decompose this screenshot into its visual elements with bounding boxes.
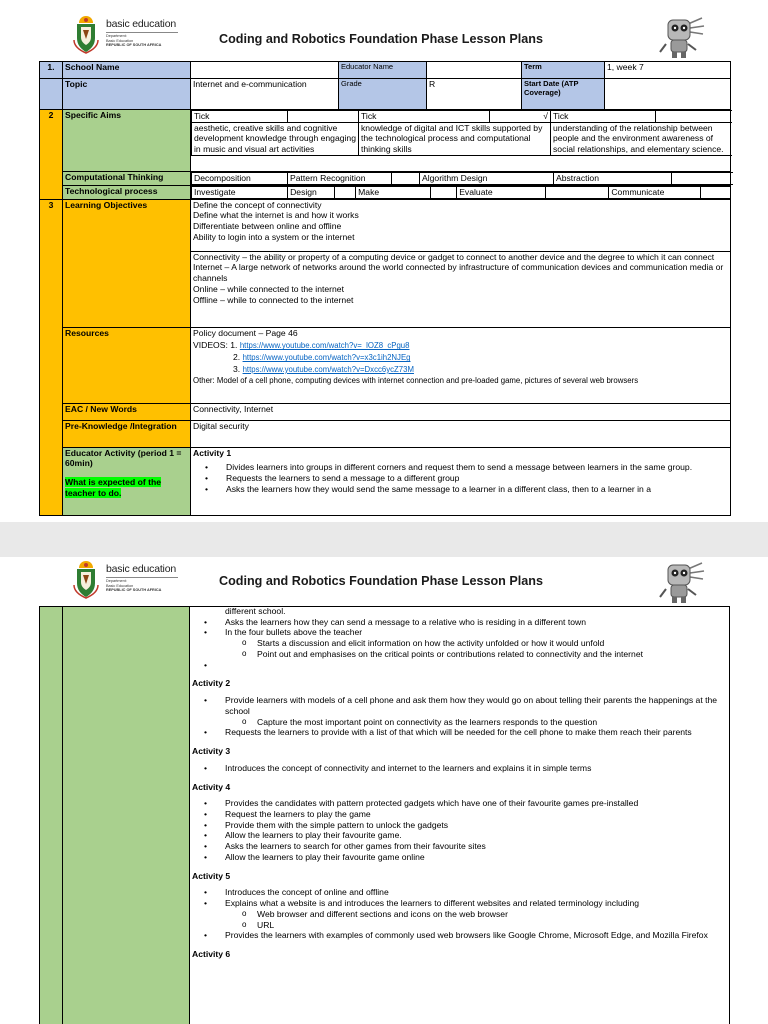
activity-3-list	[192, 763, 727, 774]
activity-2-list	[192, 695, 727, 716]
list-item: • Introduces the concept of online and offline	[192, 887, 727, 898]
specific-aims-grid	[191, 110, 732, 156]
tp-communicate: Communicate	[609, 187, 701, 199]
pre-knowledge-value: Digital security	[191, 420, 731, 447]
label-column	[62, 606, 190, 1024]
specific-aims-label: Specific Aims	[63, 110, 191, 172]
start-date-label: Start Date (ATP Coverage)	[522, 79, 605, 110]
activity-5-sublist	[192, 909, 727, 930]
technological-process-label: Technological process	[63, 186, 191, 200]
resources-cell	[191, 327, 731, 403]
term-value: 1, week 7	[605, 62, 731, 79]
tp-blank-1	[335, 187, 356, 199]
technological-process-grid	[191, 186, 730, 199]
activity-1-empty-bullet	[192, 660, 727, 671]
activity-5-list-b	[192, 930, 727, 941]
video-link-1[interactable]: https://www.youtube.com/watch?v=_lOZ8_cPgu8	[239, 341, 410, 351]
activity-4-title: Activity 4	[192, 781, 231, 792]
grade-label: Grade	[339, 79, 427, 110]
ct-blank-1	[392, 173, 420, 185]
term-label: Term	[522, 62, 605, 79]
row-number-3: 3	[40, 199, 63, 515]
video-link-row-2	[193, 352, 728, 363]
technological-process-cell	[191, 186, 731, 200]
list-item: • Introduces the concept of connectivity and internet to the learners and explains it in simple terms	[192, 763, 727, 774]
objective-item: Define the concept of connectivity	[193, 199, 322, 210]
logo-sub-department: Department:	[106, 34, 127, 38]
document-title: Coding and Robotics Foundation Phase Lesson Plans	[219, 574, 543, 588]
resources-label: Resources	[63, 327, 191, 403]
aim1-tick-box	[288, 111, 359, 123]
activity-6-title: Activity 6	[192, 949, 231, 960]
tp-design: Design	[288, 187, 335, 199]
ct-abstraction: Abstraction	[554, 173, 672, 185]
other-resources: Other: Model of a cell phone, computing devices with internet connection and pre-loaded game, pictures of several web browsers	[193, 375, 639, 385]
grade-value: R	[427, 79, 522, 110]
tp-investigate: Investigate	[192, 187, 288, 199]
logo-sub-republic: REPUBLIC OF SOUTH AFRICA	[106, 588, 162, 592]
list-item: • Provide them with the simple pattern to unlock the gadgets	[192, 820, 727, 831]
basic-education-logo	[72, 14, 184, 58]
list-item	[192, 660, 727, 671]
activity-1-sublist	[192, 638, 727, 659]
robot-icon	[658, 14, 708, 60]
specific-aims-cell	[191, 110, 731, 172]
coat-of-arms-icon	[72, 559, 100, 599]
logo-text: basic education	[106, 18, 176, 30]
list-item: • Requests the learners to send a message to a different group	[193, 473, 728, 484]
row-number-column	[39, 606, 63, 1024]
learning-objectives-label: Learning Objectives	[63, 199, 191, 327]
logo-subtext	[106, 34, 161, 48]
list-item: • Divides learners into groups in different corners and request them to send a message between learners in the same group.	[193, 462, 728, 473]
definition-item: Connectivity – the ability or property of a computing device or gadget to connect to another device and the degree to which it can connect	[193, 251, 715, 262]
activity-2-list-b	[192, 727, 727, 738]
video-link-3[interactable]: https://www.youtube.com/watch?v=Dxcc6ycZ73M	[242, 364, 414, 374]
activity-1-list-cont	[192, 617, 727, 638]
basic-education-logo	[72, 559, 184, 603]
definition-item: Internet – A large network of networks around the world connected by infrastructure of communication devices and communication media or channels	[193, 262, 724, 284]
tp-blank-4	[701, 187, 730, 199]
logo-divider	[106, 32, 178, 33]
list-item: • Allow the learners to play their favourite game online	[192, 852, 727, 863]
list-item: • Asks the learners to search for other games from their favourite sites	[192, 841, 727, 852]
logo-sub-basic-education: Basic Education	[106, 583, 134, 588]
activity-2-title: Activity 2	[192, 678, 231, 689]
learning-objectives-list	[191, 199, 731, 251]
video-link-2[interactable]: https://www.youtube.com/watch?v=x3c1ih2NJEg	[242, 353, 411, 363]
list-item: • Asks the learners how they would send the same message to a learner in a different class, then to a learner in a	[193, 484, 728, 495]
activity-5-list	[192, 887, 727, 908]
aim3-text: understanding of the relationship between people and the environment awareness of social relationships, and elementary science.	[551, 122, 732, 155]
sub-list-item: o Web browser and different sections and icons on the web browser	[225, 909, 727, 920]
logo-sub-basic-education: Basic Education	[106, 38, 134, 43]
logo-subtext	[106, 579, 161, 593]
list-item: • Provides the learners with examples of commonly used web browsers like Google Chrome, Microsoft Edge, and Mozilla Firefox	[192, 930, 727, 941]
robot-icon	[658, 559, 708, 605]
pre-knowledge-label: Pre-Knowledge /Integration	[63, 420, 191, 447]
video-number-3: 3.	[233, 363, 241, 374]
activity-1-continuation: different school.	[225, 606, 286, 616]
objective-item: Define what the internet is and how it works	[193, 210, 359, 221]
list-item: • Provide learners with models of a cell phone and ask them how they would go on about telling their parents the happenings at the school	[192, 695, 727, 716]
definition-item: Online – while connected to the internet	[193, 283, 344, 294]
tp-blank-2	[431, 187, 457, 199]
definition-item: Offline – while to connected to the internet	[193, 294, 354, 305]
tp-blank-3	[546, 187, 609, 199]
aim1-text: aesthetic, creative skills and cognitive development knowledge through engaging in music and visual art activities	[192, 122, 359, 155]
objective-item: Ability to login into a system or the internet	[193, 231, 355, 242]
computational-thinking-label: Computational Thinking	[63, 172, 191, 186]
aim1-tick-label: Tick	[192, 111, 288, 123]
activities-content	[189, 606, 730, 1024]
sub-list-item: o Starts a discussion and elicit information on how the activity unfolded or how it would unfold	[225, 638, 727, 649]
ct-decomposition: Decomposition	[192, 173, 288, 185]
aim3-tick-box	[656, 111, 732, 123]
video-link-row-3	[193, 364, 728, 375]
video-number-2: 2.	[233, 352, 241, 363]
educator-activity-label	[63, 447, 191, 515]
topic-label: Topic	[63, 79, 191, 110]
educator-name-value	[427, 62, 522, 79]
logo-sub-republic: REPUBLIC OF SOUTH AFRICA	[106, 43, 162, 47]
video-link-row-1	[193, 340, 728, 351]
sub-list-item: o Point out and emphasises on the critical points or contributions related to connectivity and the internet	[225, 649, 727, 660]
activity-2-sublist	[192, 717, 727, 728]
ct-pattern-recognition: Pattern Recognition	[288, 173, 392, 185]
computational-thinking-cell	[191, 172, 731, 186]
definitions-list	[191, 251, 731, 327]
row-number-2: 2	[40, 110, 63, 200]
activity-4-list	[192, 798, 727, 862]
activity-5-title: Activity 5	[192, 870, 231, 881]
aim2-text: knowledge of digital and ICT skills supported by the technological process and computational thinking skills	[359, 122, 551, 155]
objective-item: Differentiate between online and offline	[193, 221, 342, 232]
sub-list-item: o URL	[225, 920, 727, 931]
ct-blank-2	[672, 173, 733, 185]
activity-1-title: Activity 1	[193, 447, 232, 458]
ct-algorithm-design: Algorithm Design	[420, 173, 554, 185]
tp-make: Make	[356, 187, 431, 199]
computational-thinking-grid	[191, 172, 733, 185]
activity-1-cell	[191, 447, 731, 515]
list-item: • Requests the learners to provide with a list of that which will be needed for the cell phone to make them reach their parents	[192, 727, 727, 738]
activity-3-title: Activity 3	[192, 746, 231, 757]
list-item: • In the four bullets above the teacher	[192, 627, 727, 638]
topic-value: Internet and e-communication	[191, 79, 339, 110]
document-title: Coding and Robotics Foundation Phase Lesson Plans	[219, 32, 543, 46]
list-item: • Asks the learners how they can send a message to a relative who is residing in a different town	[192, 617, 727, 628]
logo-divider	[106, 577, 178, 578]
educator-name-label: Educator Name	[339, 62, 427, 79]
school-name-label: School Name	[63, 62, 191, 79]
eac-new-words-value: Connectivity, Internet	[191, 403, 731, 420]
aim2-tick-mark: √	[490, 111, 551, 123]
school-name-value	[191, 62, 339, 79]
videos-label: VIDEOS: 1.	[193, 340, 238, 351]
list-item: • Explains what a website is and introduces the learners to different websites and related terminology including	[192, 898, 727, 909]
page-gap	[0, 522, 768, 557]
policy-document: Policy document – Page 46	[193, 327, 298, 338]
activity-1-list	[193, 462, 728, 494]
logo-sub-department: Department:	[106, 579, 127, 583]
start-date-value	[605, 79, 731, 110]
lesson-plan-page-2	[0, 557, 768, 1024]
sub-list-item: o Capture the most important point on connectivity as the learners responds to the question	[225, 717, 727, 728]
list-item: • Request the learners to play the game	[192, 809, 727, 820]
row-number-1: 1.	[40, 62, 63, 79]
list-item: • Allow the learners to play their favourite game.	[192, 830, 727, 841]
lesson-plan-table	[39, 61, 731, 516]
educator-activity-title: Educator Activity (period 1 = 60min)	[65, 447, 182, 469]
eac-new-words-label: EAC / New Words	[63, 403, 191, 420]
logo-text: basic education	[106, 563, 176, 575]
list-item: • Provides the candidates with pattern protected gadgets which have one of their favourite games pre-installed	[192, 798, 727, 809]
teacher-expectation-highlight: What is expected of the teacher to do.	[65, 477, 161, 498]
row-number-1-cont	[40, 79, 63, 110]
coat-of-arms-icon	[72, 14, 100, 54]
aim3-tick-label: Tick	[551, 111, 656, 123]
page-header	[0, 0, 768, 60]
tp-evaluate: Evaluate	[457, 187, 546, 199]
aim2-tick-label: Tick	[359, 111, 490, 123]
